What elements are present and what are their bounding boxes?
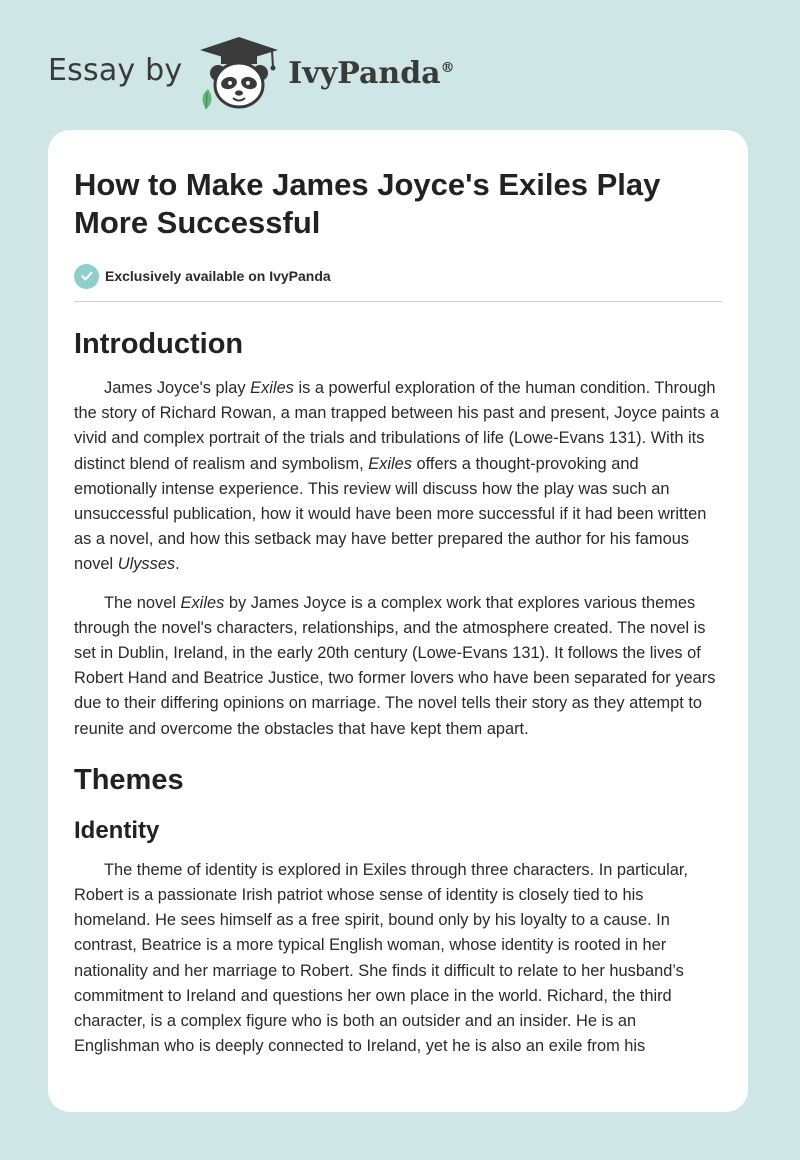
text-run: by James Joyce is a complex work that explores various themes through the novel's characters, relationships, and the atmosphere created. The novel is set in Dublin, Ireland, in the early 20th century (Lowe-Evans 131). It follows the lives of Robert Hand and Beatrice Justice, two former lovers who have been separated for years due to their differing opinions on marriage. The novel tells their story as they attempt to reunite and overcome the obstacles that have kept them apart. <box>74 593 716 738</box>
brand-text: IvyPanda <box>288 55 441 91</box>
intro-paragraph-2 <box>74 591 722 742</box>
essay-by-label: Essay by <box>48 52 183 88</box>
italic-title: Exiles <box>368 454 412 473</box>
italic-title: Ulysses <box>117 555 176 574</box>
essay-title: How to Make James Joyce's Exiles Play More Successful <box>74 167 661 240</box>
brand-name <box>288 56 454 91</box>
italic-title: Exiles <box>250 379 294 397</box>
section-heading-themes: Themes <box>74 763 184 796</box>
intro-paragraph-1 <box>74 376 722 578</box>
check-icon <box>74 264 99 289</box>
essay-card <box>48 130 748 1112</box>
text-run: James Joyce's play <box>104 379 251 397</box>
text-run: The novel <box>104 593 181 612</box>
exclusive-badge <box>74 262 722 290</box>
registered-mark: ® <box>440 59 455 76</box>
site-header <box>48 28 455 118</box>
exclusive-label: Exclusively available on IvyPanda <box>105 268 331 284</box>
section-heading-introduction: Introduction <box>74 328 244 360</box>
divider <box>74 301 722 302</box>
identity-paragraph: The theme of identity is explored in Exiles through three characters. In particular, Robert is a passionate Irish patriot whose sense of identity is closely tied to his homeland. He sees himself as a free spirit, bound only by his loyalty to a cause. In contrast, Beatrice is a more typical English woman, whose identity is rooted in her nationality and her marriage to Robert. She finds it difficult to relate to her husband’s commitment to Ireland and questions her own place in the world. Richard, the third character, is a complex figure who is both an outsider and an insider. He is an Englishman who is deeply connected to Ireland, yet he is also an exile from his <box>74 860 688 1056</box>
panda-graduate-icon <box>196 33 282 113</box>
italic-title: Exiles <box>180 593 225 612</box>
text-run: is a powerful exploration of the human condition. Through the story of Richard Rowan, a man trapped between his past and present, Joyce paints a vivid and complex portrait of the trials and tribulations of life (Lowe-Evans 131). With its distinct blend of realism and symbolism, <box>74 379 720 473</box>
text-run: offers a thought-provoking and emotionally intense experience. This review will discuss how the play was such an unsuccessful publication, how it would have been more successful if it had been written as a novel, and how this setback may have better prepared the author for his famous novel <box>74 454 707 574</box>
subsection-heading-identity: Identity <box>74 816 160 844</box>
text-run: . <box>175 555 180 574</box>
